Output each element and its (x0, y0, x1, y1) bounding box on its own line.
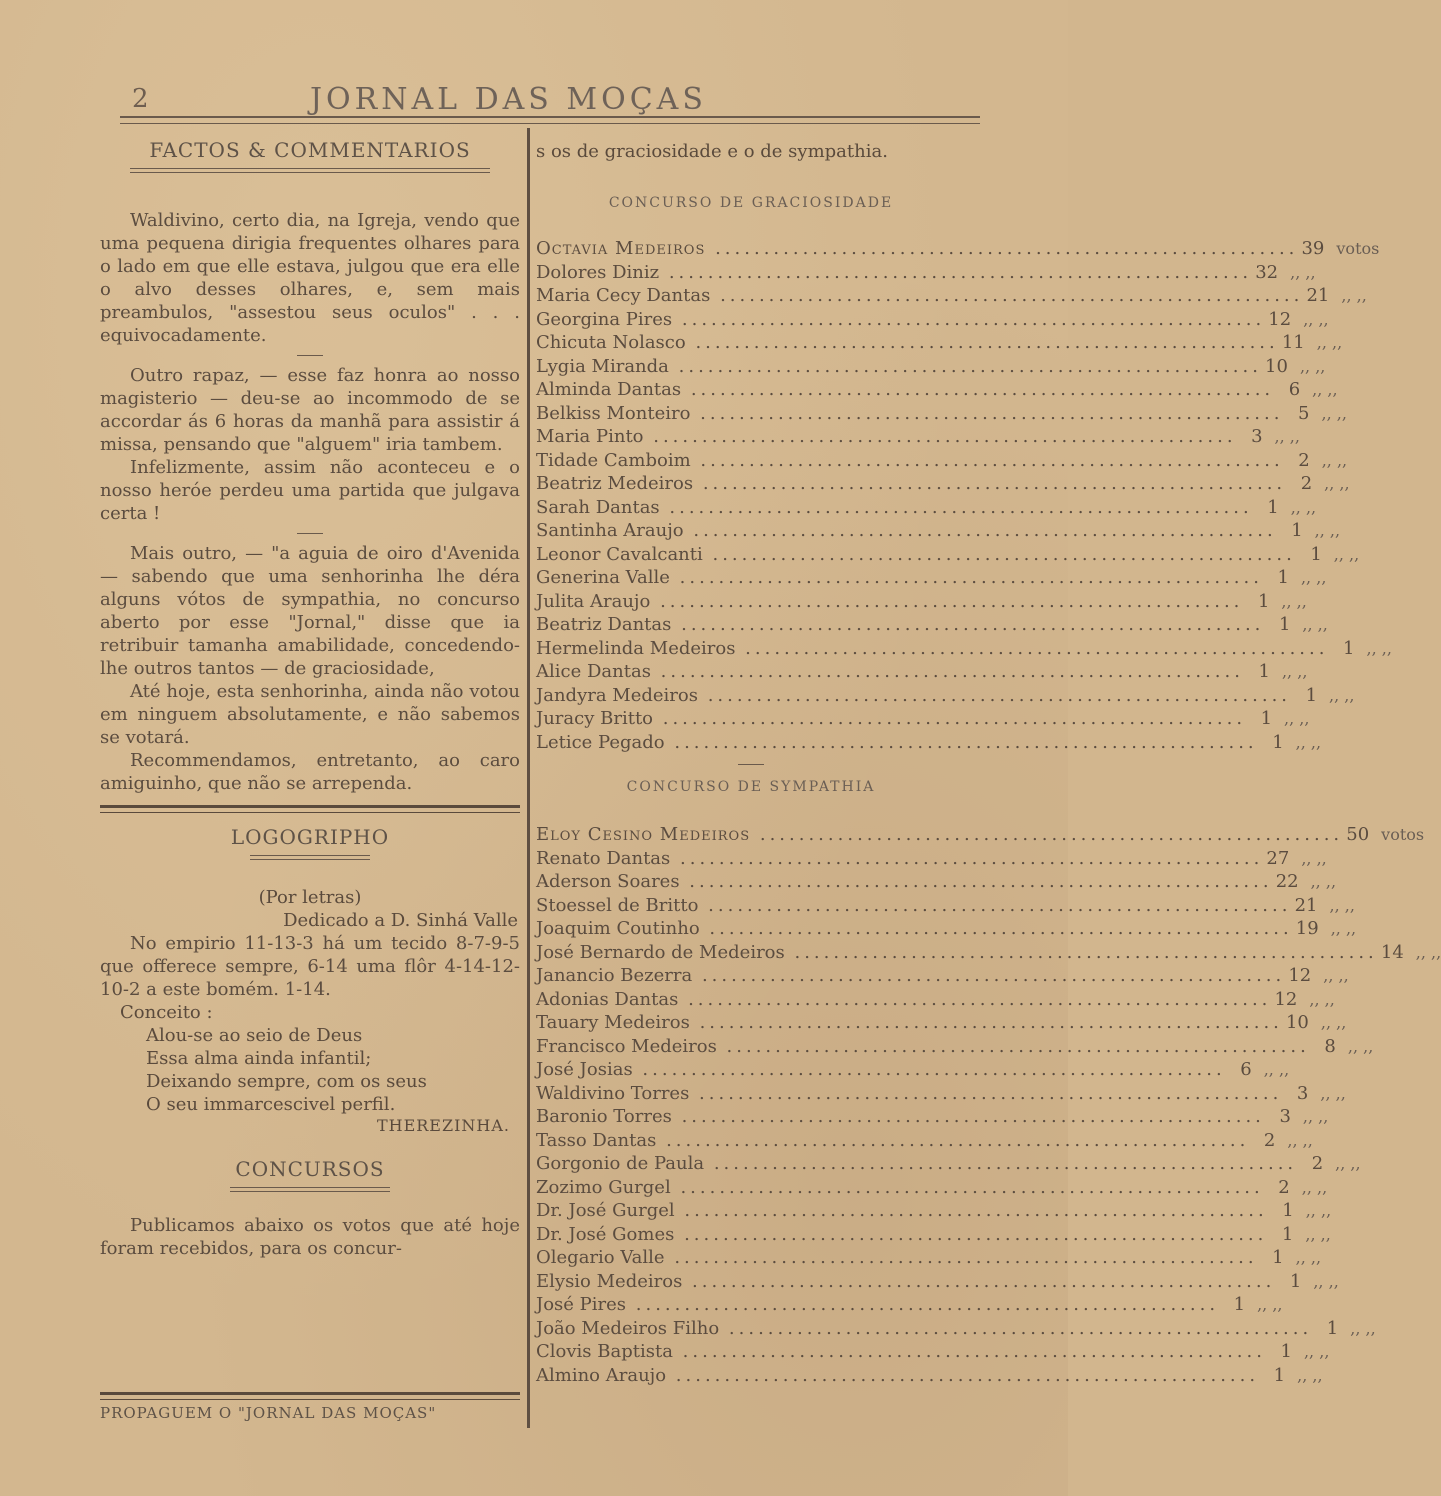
vote-row (536, 449, 1348, 473)
facts-paragraph-2: Outro rapaz, — esse faz honra ao nosso magisterio — deu-se ao incommodo de se accordar ás 6 horas da manhã para assistir á missa, pensando que "alguem" iria tambem. (100, 365, 520, 455)
vote-count: 3 (1296, 1082, 1309, 1104)
section-rule (100, 805, 520, 813)
candidate-name: Belkiss Monteiro ............................................................ (536, 402, 1284, 424)
vote-unit: ,, ,, (1415, 942, 1441, 962)
candidate-name: Maria Cecy Dantas ............................................................ (536, 285, 1304, 306)
vote-count: 1 (1233, 1294, 1246, 1315)
vote-count: 2 (1311, 1153, 1324, 1174)
vote-row (536, 1011, 1347, 1035)
vote-unit: ,, ,, (1290, 262, 1316, 282)
candidate-name: Tasso Dantas ............................................................ (536, 1129, 1250, 1151)
candidate-name: Renato Dantas ............................................................ (536, 847, 1264, 869)
footer-slogan: PROPAGUEM O "JORNAL DAS MOÇAS" (100, 1392, 520, 1422)
vote-count: 3 (1279, 1106, 1291, 1127)
candidate-name: Dolores Diniz ............................................................ (536, 261, 1253, 283)
candidate-name: Zozimo Gurgel ............................................................ (536, 1176, 1264, 1198)
candidate-name: Beatriz Dantas ............................................................ (536, 614, 1265, 635)
candidate-name: Hermelinda Medeiros ............................................................ (536, 637, 1329, 659)
vote-row (536, 1246, 1322, 1270)
vote-count: 12 (1268, 308, 1292, 330)
vote-count: 1 (1257, 590, 1270, 612)
candidate-name: Aderson Soares ............................................................ (536, 871, 1273, 892)
vote-row (536, 1058, 1290, 1082)
sympathia-title: CONCURSO DE SYMPATHIA (626, 779, 876, 795)
logogripho-concept-label: Conceito : (120, 1002, 213, 1023)
candidate-name: José Pires ............................................................ (536, 1294, 1220, 1315)
vote-row (536, 1317, 1376, 1341)
vote-unit: votos (1381, 825, 1425, 844)
vote-unit: ,, ,, (1347, 1036, 1374, 1056)
candidate-name: Olegario Valle ............................................................ (536, 1247, 1258, 1268)
vote-row (536, 355, 1326, 379)
vote-unit: ,, ,, (1341, 286, 1367, 305)
vote-unit: ,, ,, (1301, 848, 1327, 868)
vote-unit: ,, ,, (1309, 989, 1335, 1009)
logogripho-subtitle: (Por letras) (258, 887, 362, 908)
vote-row (536, 1223, 1331, 1247)
vote-row (536, 378, 1338, 402)
candidate-name: Waldivino Torres ............................................................ (536, 1082, 1283, 1104)
vote-unit: ,, ,, (1301, 1177, 1328, 1197)
vote-unit: ,, ,, (1366, 638, 1392, 658)
vote-unit: ,, ,, (1335, 1154, 1361, 1173)
vote-row (536, 1152, 1361, 1176)
vote-unit: ,, ,, (1314, 521, 1341, 540)
vote-unit: ,, ,, (1300, 568, 1327, 587)
vote-count: 32 (1255, 261, 1279, 283)
vote-count: 1 (1280, 1341, 1292, 1362)
vote-row (536, 1129, 1313, 1153)
vote-unit: ,, ,, (1297, 1365, 1323, 1385)
vote-unit: votos (1336, 239, 1380, 258)
candidate-name: Clovis Baptista ............................................................ (536, 1341, 1266, 1362)
vote-row (536, 1364, 1323, 1388)
vote-row (536, 637, 1392, 661)
vote-row (536, 1293, 1283, 1317)
vote-count: 50 (1346, 824, 1370, 845)
candidate-name: Georgina Pires ............................................................ (536, 308, 1266, 330)
logogripho-verse: O seu immarcescivel perfil. (146, 1094, 396, 1115)
vote-count: 19 (1295, 918, 1319, 939)
candidate-name: José Josias ............................................................ (536, 1059, 1226, 1080)
vote-unit: ,, ,, (1321, 450, 1348, 470)
vote-count: 2 (1300, 473, 1313, 494)
column-divider (527, 128, 530, 1428)
candidate-name: Alminda Dantas ............................................................ (536, 379, 1275, 400)
vote-unit: ,, ,, (1350, 1318, 1376, 1338)
vote-unit: ,, ,, (1281, 591, 1307, 611)
candidate-name: Dr. José Gomes ............................................................ (536, 1223, 1268, 1245)
vote-count: 12 (1288, 965, 1312, 986)
logogripho-title: LOGOGRIPHO (230, 825, 390, 849)
logogripho-signature: THEREZINHA. (376, 1116, 510, 1135)
logogripho-verse: Essa alma ainda infantil; (146, 1048, 372, 1069)
vote-row (536, 823, 1425, 847)
vote-count: 1 (1260, 708, 1273, 729)
page-number: 2 (132, 84, 149, 114)
vote-unit: ,, ,, (1299, 356, 1326, 376)
facts-paragraph-1: Waldivino, certo dia, na Igreja, vendo que uma pequena dirigia frequentes olhares para o lado em que elle estava, julgou que era elle o alvo desses olhares, e, sem mais preambulos, "assestou seus oculos" . . . equivocadamente. (100, 210, 520, 346)
vote-count: 3 (1251, 426, 1263, 447)
vote-count: 1 (1277, 567, 1289, 588)
footer-rule (100, 1392, 520, 1400)
vote-unit: ,, ,, (1316, 333, 1343, 352)
vote-unit: ,, ,, (1290, 497, 1317, 517)
vote-row (536, 988, 1335, 1012)
vote-count: 6 (1288, 379, 1301, 400)
vote-count: 2 (1263, 1129, 1276, 1151)
candidate-name: Generina Valle ............................................................ (536, 567, 1263, 588)
vote-row (536, 590, 1307, 614)
vote-row (536, 1176, 1328, 1200)
vote-row (536, 237, 1380, 261)
candidate-name: Santinha Araujo ............................................................ (536, 520, 1277, 541)
vote-row (536, 660, 1308, 684)
graciosidade-title: CONCURSO DE GRACIOSIDADE (608, 195, 894, 211)
vote-row (536, 941, 1441, 965)
vote-row (536, 261, 1316, 285)
facts-title: FACTOS & COMMENTARIOS (149, 138, 471, 162)
vote-count: 1 (1273, 1364, 1286, 1386)
vote-row (536, 1199, 1332, 1223)
vote-unit: ,, ,, (1329, 895, 1355, 915)
vote-row (536, 1105, 1329, 1129)
vote-row (536, 1270, 1339, 1294)
candidate-name: Letice Pegado ............................................................ (536, 731, 1258, 753)
vote-row (536, 472, 1350, 496)
candidate-name: Leonor Cavalcanti ............................................................ (536, 543, 1296, 565)
vote-count: 2 (1278, 1176, 1290, 1198)
vote-count: 11 (1281, 332, 1305, 353)
candidate-name: Juracy Britto ............................................................ (536, 708, 1247, 729)
vote-row (536, 425, 1300, 449)
vote-row (536, 870, 1337, 894)
facts-paragraph-4: Mais outro, — "a aguia de oiro d'Avenida — sabendo que uma senhorinha lhe déra alguns vótos de sympathia, no concurso aberto por esse "Jornal," disse que ia retribuir tamanha amabilidade, concedendo-lhe outros tantos — de graciosidade, (100, 543, 520, 679)
header-rule (120, 116, 980, 124)
candidate-name: Almino Araujo ............................................................ (536, 1364, 1260, 1386)
vote-count: 21 (1294, 894, 1318, 916)
vote-row (536, 284, 1367, 308)
candidate-name: Francisco Medeiros ............................................................ (536, 1035, 1310, 1057)
candidate-name: Octavia Medeiros ............................................................ (536, 238, 1299, 259)
vote-row (536, 543, 1360, 567)
vote-count: 10 (1265, 355, 1288, 377)
facts-paragraph-3: Infelizmente, assim não aconteceu e o nosso heróe perdeu uma partida que julgava certa ! (100, 457, 520, 524)
vote-row (536, 613, 1328, 637)
candidate-name: Janancio Bezerra ............................................................ (536, 965, 1286, 986)
vote-unit: ,, ,, (1333, 544, 1360, 564)
vote-row (536, 684, 1355, 708)
page-header (120, 82, 980, 122)
vote-unit: ,, ,, (1323, 966, 1349, 985)
candidate-name: Maria Pinto ............................................................ (536, 426, 1237, 447)
vote-count: 1 (1282, 1200, 1294, 1221)
candidate-name: José Bernardo de Medeiros ............................................................ (536, 941, 1378, 963)
vote-count: 1 (1291, 520, 1303, 541)
vote-row (536, 731, 1322, 755)
concursos-intro-continued: s os de graciosidade e o de sympathia. (536, 141, 888, 162)
candidate-name: Elysio Medeiros ............................................................ (536, 1270, 1276, 1292)
vote-unit: ,, ,, (1257, 1295, 1283, 1314)
vote-unit: ,, ,, (1303, 1342, 1330, 1361)
candidate-name: Eloy Cesino Medeiros ............................................................ (536, 824, 1344, 845)
facts-paragraph-5: Até hoje, esta senhorinha, ainda não votou em ninguem absolutamente, e não sabemos se votará. (100, 681, 520, 748)
vote-count: 1 (1272, 731, 1284, 753)
candidate-name: Stoessel de Britto ............................................................ (536, 894, 1292, 916)
candidate-name: Tauary Medeiros ............................................................ (536, 1012, 1283, 1033)
vote-row (536, 917, 1357, 941)
vote-count: 27 (1266, 847, 1290, 869)
separator (297, 533, 323, 534)
vote-unit: ,, ,, (1324, 474, 1350, 493)
vote-count: 1 (1272, 1247, 1284, 1268)
vote-count: 8 (1324, 1035, 1336, 1057)
concursos-intro: Publicamos abaixo os votos que até hoje foram recebidos, para os concur- (100, 1215, 520, 1259)
vote-count: 1 (1305, 684, 1318, 706)
vote-row (536, 964, 1349, 988)
sympathia-list (536, 823, 1441, 1387)
vote-count: 1 (1343, 637, 1355, 659)
vote-unit: ,, ,, (1303, 309, 1329, 329)
vote-unit: ,, ,, (1320, 1013, 1347, 1032)
candidate-name: Dr. José Gurgel ............................................................ (536, 1200, 1268, 1221)
vote-row (536, 331, 1343, 355)
vote-row (536, 894, 1355, 918)
separator (738, 764, 764, 765)
vote-unit: ,, ,, (1295, 732, 1322, 752)
logogripho-text: No empirio 11-13-3 há um tecido 8-7-9-5 que offerece sempre, 6-14 uma flôr 4-14-12-10-2 a este bomém. 1-14. (100, 933, 520, 1000)
vote-unit: ,, ,, (1295, 1248, 1322, 1267)
vote-count: 2 (1298, 449, 1310, 471)
vote-count: 1 (1281, 1223, 1294, 1245)
vote-unit: ,, ,, (1321, 403, 1347, 423)
vote-count: 5 (1298, 402, 1310, 424)
vote-row (536, 519, 1341, 543)
candidate-name: Lygia Miranda ............................................................ (536, 355, 1262, 377)
concursos-title: CONCURSOS (235, 1157, 385, 1181)
vote-unit: ,, ,, (1305, 1201, 1332, 1220)
candidate-name: João Medeiros Filho ............................................................ (536, 1317, 1313, 1339)
vote-row (536, 847, 1327, 871)
vote-count: 14 (1380, 941, 1404, 963)
candidate-name: Joaquim Coutinho ............................................................ (536, 918, 1293, 939)
candidate-name: Julita Araujo ............................................................ (536, 590, 1244, 612)
candidate-name: Gorgonio de Paula ............................................................ (536, 1153, 1298, 1174)
vote-count: 1 (1267, 496, 1279, 518)
vote-unit: ,, ,, (1274, 427, 1300, 446)
vote-count: 1 (1289, 1270, 1302, 1292)
vote-unit: ,, ,, (1287, 1130, 1313, 1150)
vote-row (536, 308, 1329, 332)
vote-count: 22 (1275, 871, 1299, 892)
vote-unit: ,, ,, (1329, 685, 1355, 705)
vote-count: 1 (1326, 1317, 1339, 1339)
separator (297, 355, 323, 356)
logogripho-dedication: Dedicado a D. Sinhá Valle (283, 910, 518, 931)
vote-unit: ,, ,, (1313, 1271, 1339, 1291)
graciosidade-list (536, 237, 1392, 754)
vote-unit: ,, ,, (1281, 662, 1308, 681)
vote-row (536, 1340, 1330, 1364)
vote-count: 1 (1258, 661, 1270, 682)
vote-unit: ,, ,, (1305, 1224, 1331, 1244)
vote-row (536, 1035, 1374, 1059)
logogripho-verse: Deixando sempre, com os seus (146, 1071, 427, 1092)
vote-row (536, 566, 1327, 590)
vote-unit: ,, ,, (1320, 1083, 1346, 1103)
left-column (100, 138, 520, 1260)
vote-count: 39 (1301, 238, 1325, 259)
vote-count: 12 (1274, 988, 1298, 1010)
vote-count: 10 (1285, 1012, 1309, 1033)
candidate-name: Chicuta Nolasco ............................................................ (536, 332, 1279, 353)
candidate-name: Beatriz Medeiros ............................................................ (536, 473, 1287, 494)
candidate-name: Alice Dantas ............................................................ (536, 661, 1244, 682)
vote-row (536, 496, 1317, 520)
logogripho-verse: Alou-se ao seio de Deus (146, 1025, 363, 1046)
vote-unit: ,, ,, (1284, 709, 1310, 728)
vote-row (536, 707, 1310, 731)
vote-row (536, 402, 1347, 426)
vote-row (536, 1082, 1346, 1106)
vote-count: 1 (1310, 543, 1322, 565)
right-column (536, 140, 1441, 1387)
vote-unit: ,, ,, (1302, 1107, 1329, 1126)
candidate-name: Baronio Torres ............................................................ (536, 1106, 1265, 1127)
vote-unit: ,, ,, (1263, 1060, 1290, 1079)
candidate-name: Sarah Dantas ............................................................ (536, 496, 1253, 518)
vote-unit: ,, ,, (1310, 872, 1337, 891)
vote-count: 21 (1306, 285, 1330, 306)
vote-count: 6 (1240, 1059, 1252, 1080)
vote-unit: ,, ,, (1302, 615, 1328, 634)
vote-unit: ,, ,, (1330, 919, 1357, 938)
candidate-name: Adonias Dantas ............................................................ (536, 988, 1272, 1010)
vote-count: 1 (1278, 614, 1291, 635)
candidate-name: Tidade Camboim ............................................................ (536, 449, 1284, 471)
facts-paragraph-6: Recommendamos, entretanto, ao caro amiguinho, que não se arrependa. (100, 750, 520, 794)
vote-unit: ,, ,, (1312, 380, 1338, 399)
candidate-name: Jandyra Medeiros ............................................................ (536, 684, 1292, 706)
journal-title: JORNAL DAS MOÇAS (310, 82, 707, 117)
